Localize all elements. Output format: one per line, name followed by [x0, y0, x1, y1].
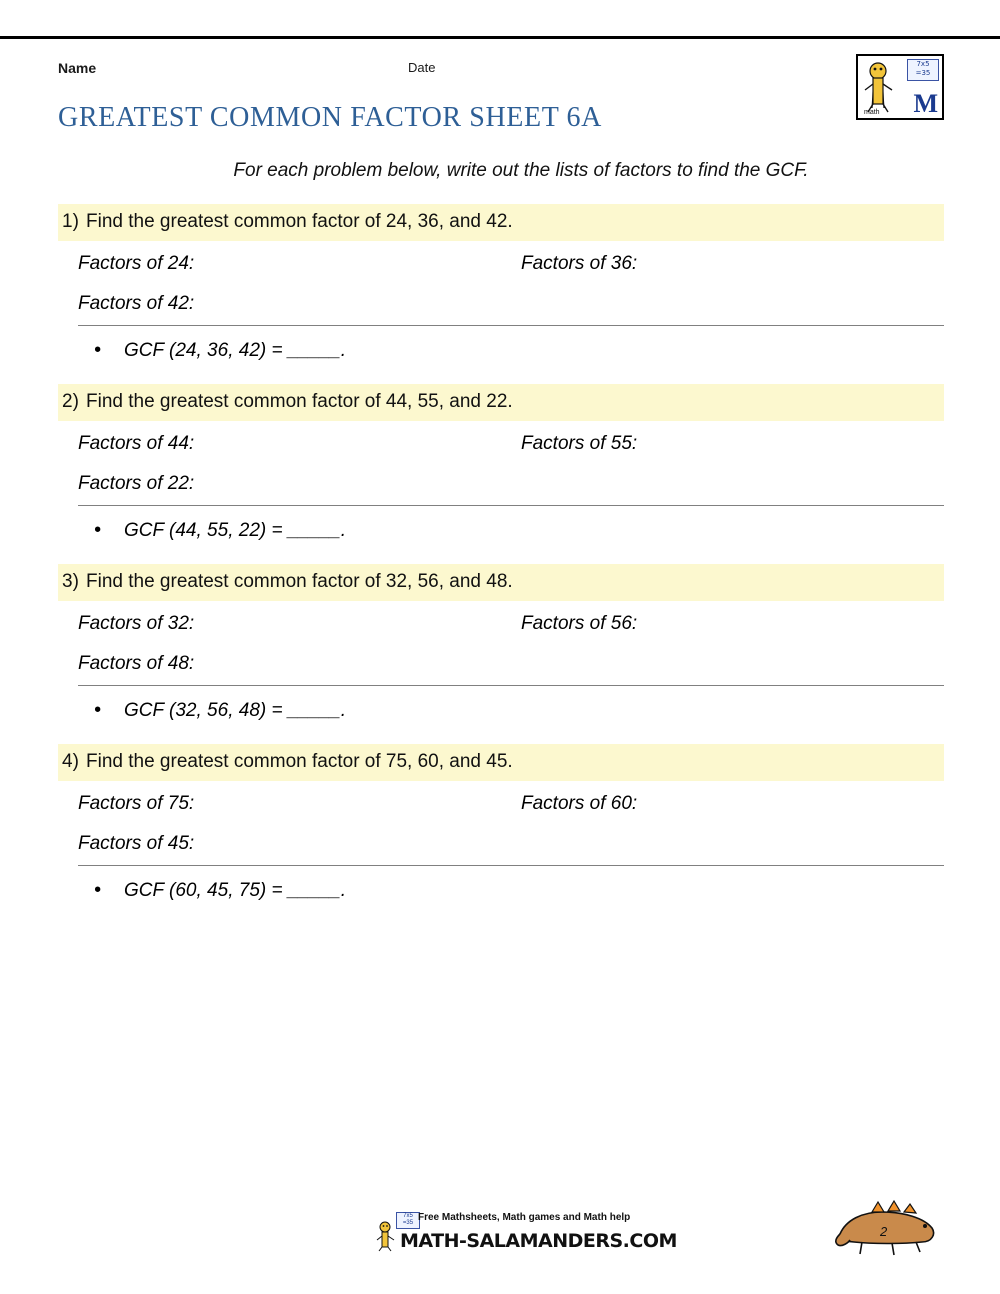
problem-4-factors-a: Factors of 75: — [78, 793, 195, 814]
problem-1-factors-b: Factors of 36: — [521, 253, 638, 274]
problem-2-prompt: Find the greatest common factor of 44, 55, and 22. — [86, 391, 513, 412]
problem-2-factors-b: Factors of 55: — [521, 433, 638, 454]
problem-1-factors-c: Factors of 42: — [78, 293, 195, 314]
problem-3 — [58, 564, 944, 722]
problem-1 — [58, 204, 944, 362]
page-top-rule — [0, 36, 1000, 39]
bullet-icon: • — [94, 879, 102, 901]
page-footer — [0, 1190, 1000, 1294]
footer-flashcard-top: 7x5 — [403, 1213, 413, 1219]
problem-2-gcf-answer: GCF (44, 55, 22) = _____. — [124, 520, 346, 541]
page-title: GREATEST COMMON FACTOR SHEET 6A — [58, 102, 602, 133]
problem-3-factor-rows — [58, 607, 944, 686]
problem-1-factor-rows — [58, 247, 944, 326]
date-label: Date — [408, 60, 436, 75]
problem-3-factors-a: Factors of 32: — [78, 613, 195, 634]
bullet-icon: • — [94, 339, 102, 361]
problem-4-factors-c: Factors of 45: — [78, 833, 195, 854]
footer-flashcard-bottom: =35 — [402, 1220, 414, 1226]
problem-1-header — [58, 204, 944, 241]
problem-1-row-2 — [78, 287, 944, 326]
problem-4-number: 4) — [62, 751, 79, 772]
problem-3-gcf-line — [58, 700, 944, 722]
name-label: Name — [58, 60, 97, 76]
problem-2-factors-c: Factors of 22: — [78, 473, 195, 494]
problem-1-row-1 — [78, 247, 944, 287]
problem-3-factors-c: Factors of 48: — [78, 653, 195, 674]
problem-1-factors-a: Factors of 24: — [78, 253, 195, 274]
problem-2 — [58, 384, 944, 542]
problem-3-row-2 — [78, 647, 944, 686]
problem-2-factor-rows — [58, 427, 944, 506]
problem-1-gcf-line — [58, 340, 944, 362]
logo-letter: M — [913, 89, 938, 118]
problem-3-gcf-answer: GCF (32, 56, 48) = _____. — [124, 700, 346, 721]
flashcard-top: 7x5 — [916, 60, 930, 68]
problem-3-factors-b: Factors of 56: — [521, 613, 638, 634]
problem-4-gcf-line — [58, 880, 944, 902]
problem-4-prompt: Find the greatest common factor of 75, 60, and 45. — [86, 751, 513, 772]
problem-3-header — [58, 564, 944, 601]
bullet-icon: • — [94, 519, 102, 541]
problem-2-number: 2) — [62, 391, 79, 412]
problem-4-row-2 — [78, 827, 944, 866]
page-number: 2 — [880, 1224, 888, 1239]
problem-2-header — [58, 384, 944, 421]
footer-mascot — [832, 1190, 942, 1265]
problem-2-row-1 — [78, 427, 944, 467]
problem-1-gcf-answer: GCF (24, 36, 42) = _____. — [124, 340, 346, 361]
problem-2-gcf-line — [58, 520, 944, 542]
problem-4-row-1 — [78, 787, 944, 827]
problem-4-factors-b: Factors of 60: — [521, 793, 638, 814]
problem-3-row-1 — [78, 607, 944, 647]
problem-2-factors-a: Factors of 44: — [78, 433, 195, 454]
problem-3-number: 3) — [62, 571, 79, 592]
footer-tagline: Free Mathsheets, Math games and Math help — [418, 1212, 631, 1223]
instructions-text: For each problem below, write out the lists of factors to find the GCF. — [233, 160, 809, 181]
footer-site-url[interactable]: MATH-SALAMANDERS.COM — [400, 1230, 677, 1252]
problem-3-prompt: Find the greatest common factor of 32, 56, and 48. — [86, 571, 513, 592]
logo-word: math — [864, 109, 880, 116]
salamander-figure-icon — [862, 60, 908, 114]
flashcard-bottom: =35 — [915, 69, 931, 77]
problem-2-row-2 — [78, 467, 944, 506]
problem-4-header — [58, 744, 944, 781]
footer-flashcard-icon — [396, 1212, 420, 1229]
salamander-logo-icon — [856, 54, 944, 120]
problem-4-factor-rows — [58, 787, 944, 866]
flashcard-icon — [907, 59, 939, 81]
problem-1-number: 1) — [62, 211, 79, 232]
problem-4-gcf-answer: GCF (60, 45, 75) = _____. — [124, 880, 346, 901]
problem-1-prompt: Find the greatest common factor of 24, 36, and 42. — [86, 211, 513, 232]
bullet-icon: • — [94, 699, 102, 721]
worksheet-content — [58, 52, 944, 902]
problem-4 — [58, 744, 944, 902]
